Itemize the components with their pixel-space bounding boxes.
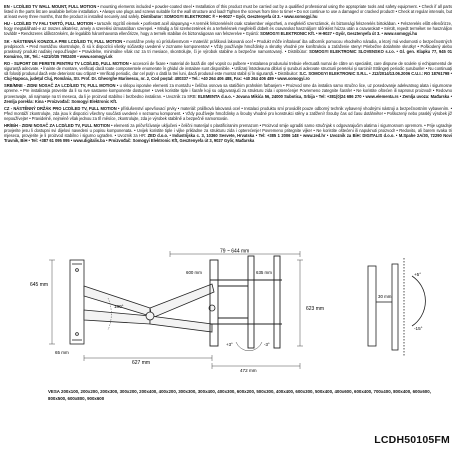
paragraph-distributor: ELEMENTA d.o.o. • Jovana Mikića 56, 24000 Subotica, Srbija • Tel: +381(0)24 686 270 • www.elementa.rs • Zemlja uvoza: Mađarska • Zemlja porekla: Kina • Proizvođač: Somogyi Elektronic Kft. <box>4 93 452 104</box>
paragraph-body: • mounting elements included • powder-coated steel • Installation of this product must be carried out by a qualified professional using the appropriate tools and safety equipment. • Check if all parts listed in the parts list are available before installation. • Always use plugs and screws suitable for the wall structure and load! Tighten the screws from time to time! • Do not continue to use a damaged or cracked product! • Check at regular intervals, but at least every three months, that the product is installed securely and safely. <box>4 4 452 20</box>
instruction-paragraph <box>4 83 452 103</box>
instruction-paragraph <box>4 61 452 81</box>
paragraph-body: • příslušenství upevňovací prvky • materiál: prášková lakovaná ocel • Instalaci produktu smí provádět pouze odborný technik vybavený vhodnými nástroji a bezpečnostním vybavením. • Před montáží zkontrolujte, zda jsou k dispozici všechny součásti uvedené v seznamu komponent. • Vždy používejte hmoždinky a šrouby vhodné pro konstrukci stěny a zatížení! Šrouby čas od času dotáhněte! • Poškozený nebo prasklý výrobek již nepoužívejte! • Pravidelně, nejméně však jednou za tři měsíce, zkontrolujte, zda je výrobek stabilně a bezpečně namontován. <box>4 105 452 121</box>
paragraph-distributor: SOMOGYI ELEKTRONIC SLOVENSKO s.r.o. • Gl. gen. Klapku 77, 945 01 Komárno, SK, Tel.: +421/0/35 7902400 • www.somogyi.sk <box>4 48 452 59</box>
dim-depth-label: 65 mm <box>55 350 69 355</box>
angle-tilt-down-label: -15° <box>414 326 423 331</box>
paragraph-body: • u sklopu isporuke elementi za montažu • čelična osnova sa statičkim prahskim farbanjem • Proizvod sme da instalira samo stručno lice, uz posedovanje adekvatnog alata i sigurnosne opreme. • Pre instaliranja proverite da li su sve sastavne komponente dostupne! • Uvek koristite tiple i šarafe koji su odgovarajući za strukturu zida i opterećenje! Povremeno zategnite šarafe! • Ne koristite oštećen ili naprsnut proizvod! • Redovno proveravajte, ali najmanje na tri meseca, da li je proizvod stabilno i bezbedno instaliran. • Uvoznik za SRB: <box>4 83 452 99</box>
dim-width-label: 635 mm <box>256 270 272 275</box>
dim-side-label: 30 mm <box>378 294 392 299</box>
paragraph-body: • accesorii de fixare • material de bază din oțel vopsit cu pulbere • Instalarea produsului trebuie efectuată numai de către un specialist, care dispune de sculele și echipamentul de siguranță adecvate. • Înainte de montare, verificați dacă toate componentele enumerate în ghidul de instalare sunt disponibile. • Utilizați întotdeauna dibluri și șuruburi adecvate structurii peretelui și sarcinii! Strângeți periodic șuruburile! • Nu continuați să folosiți produsul dacă este deteriorat sau crăpat! • Verificați periodic, dar cel puțin o dată la trei luni, dacă produsul este montat stabil și în siguranță. • Distribuitor: <box>4 61 452 77</box>
paragraph-distributor: Distributor: SOMOGYI ELEKTRONIC ® • H-9027 • Győr, Gesztenyefa út 3. • www.somogyi.hu <box>139 14 318 20</box>
angle-rot-label: +3° <box>226 342 233 347</box>
angle-rot2-label: -3° <box>264 342 270 347</box>
dim-base-label: 472 mm <box>240 368 257 373</box>
instruction-paragraph <box>4 21 452 36</box>
mount-technical-drawing <box>0 246 456 374</box>
angle-tilt-up-label: +5° <box>414 272 422 277</box>
model-code: LCDH50105FM <box>374 434 450 446</box>
paragraph-distributor: SOMOGYI ELEKTRONIC Kft. • H-9027 • Győr, Gesztenyefa út 3. • www.somogyi.hu <box>258 31 418 37</box>
instruction-paragraph <box>4 106 452 121</box>
instruction-paragraph <box>4 39 452 59</box>
paragraph-body: • montážne prvky sú príslušenstvom • materiál: prášková lakovaná oceľ • Produkt môže inštalovať iba odborník pomocou vhodného náradia, a ktorý má vedomosti o bezpečnostných predpisoch. • Pred montážou skontrolujte, či sú k dispozícii všetky súčiastky uvedené v zozname komponentov! • Vždy používajte hmoždinky a skrutky vhodné pre konštrukciu a zaťaženie steny! Priebežne dotiahnite skrutky! • Poškodený alebo prasknutý produkt naďalej nepoužívajte! • Pravidelne, minimálne však raz za tri mesiace, skontrolujte, či je výrobok stabilne a bezpečne namontovaný. • Distribútor: <box>4 38 452 54</box>
dim-bottom-label: 627 mm <box>132 360 151 366</box>
paragraph-distributor: ZED d.o.o. • Industrijska c. 3, 10360 Sesvete, Hrvatska • Tel: +385 1 2006 148 • www.zed.hr • Uvoznik za BiH: DIGITALIS d.o.o. • M.Spahe 2A/30, 72290 Novi Travnik, BiH • Tel: +387 61 095 095 • www.digitalis.ba • Proizvođač: Somogyi Elektronic Kft, Gesztenyefa út 3, 9027 Győr, Mađarska <box>4 133 452 144</box>
dim-top-label: 79 ~ 644 mm <box>220 248 250 255</box>
vesa-compatibility: VESA 200x100, 200x200, 200x300, 300x200, 200x400, 400x200, 300x300, 300x400, 400x300, 600x200, 500x300, 400x400, 600x300, 500x400, 400x600, 600x400, 700x400, 800x400, 600x600, 800x500, 600x800, 900x600 <box>48 389 431 402</box>
articulating-arms <box>84 284 215 332</box>
paragraph-heading: SK - NÁSTENNÁ KONZOLA PRE LCD/LED TV, FULL MOTION <box>4 38 123 44</box>
instructions-text <box>4 4 452 244</box>
angle-pan-label: 180° <box>114 304 124 309</box>
paragraph-heading: HU - LCD/LED TV FALI TARTÓ, FULL MOTION <box>4 21 94 27</box>
dim-plate-label: 600 mm <box>186 270 202 275</box>
instruction-paragraph <box>4 123 452 143</box>
paragraph-distributor: S.C. SOMOGYI ELEKTRONIC S.R.L. • J12/2014/13.06.2006 C.U.I.: RO 18761798 • Cluj-Napoca, județul Cluj, România, Str. Prof. Dr. Gheorghe Marinescu, nr. 2, Cod poștal: 400337 • Tel.: +40 264 406 488, Fax: +40 264 406 489 • www.somogyi.ro <box>4 71 452 82</box>
paragraph-heading: SRB/MNE - ZIDNI NOSAČ ZA LCD/LED TV, FULL MOTION <box>4 83 116 89</box>
dim-height-label: 623 mm <box>306 306 325 312</box>
paragraph-body: • tartozék rögzítő elemek • porfestett acél alapanyag • A termék felszerelését csak szakember végezheti, a megfelelő szerszámok, és biztonsági felszerelés birtokában. • Felszerelés előtt ellenőrizze, hogy megtalálható-e az összes alkatrész, amely a szerelési útmutatóban szerepel. • Mindig a fal szerkezetének és a terhelésnek megfelelő dübelt és csavarokat használjon! Időnként húzza után a csavarokat! • Sérült, repedt terméket ne használjon tovább! • Rendszeres időközönként, de legalább háromhavonta ellenőrizze, hogy a termék stabilan és biztonságosan van felszerelve • Gyártó: <box>4 21 452 37</box>
paragraph-heading: EN - LCD/LED TV WALL MOUNT, FULL MOTION <box>4 4 97 9</box>
wall-plate <box>70 260 84 344</box>
paragraph-body: • elementi za pričvršćivanje uključeni • čelični materijal s plastificiranim premazom • Proizvod smije ugraditi samo stručnjak s odgovarajućim alatima i sigurnosnom opremom. • Prije ugradnje provjerite jesu li dostupni svi dijelovi navedeni u popisu komponenata. • Uvijek koristite tiple i vijke prikladne za strukturu zida i opterećenje! Povremeno pritegnite vijke! • Ne koristite oštećeni ili napuknuti proizvod! • Redovito, ali barem svaka tri mjeseca, provjerite je li proizvod stabilno i sigurno ugrađen. • Uvoznik za HR: <box>4 123 452 139</box>
instruction-paragraph <box>4 4 452 19</box>
paragraph-heading: RO - SUPORT DE PERETE PENTRU TV LCD/LED, FULL MOTION <box>4 61 129 67</box>
paragraph-heading: HR/BiH - ZIDNI NOSAČ ZA LCD/LED TV, FULL MOTION <box>4 123 110 129</box>
dim-left-label: 645 mm <box>30 282 49 288</box>
paragraph-heading: CZ - NÁSTĚNNÝ DRŽÁK PRO LCD/LED TV, FULL MOTION <box>4 105 117 111</box>
